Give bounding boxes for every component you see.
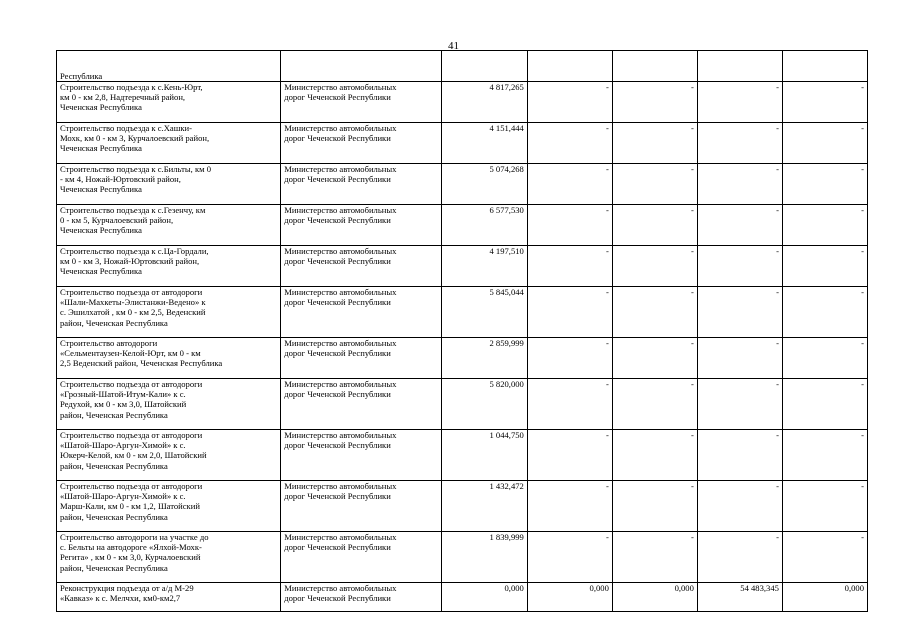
value-cell-2: - xyxy=(527,164,612,205)
responsible-organization xyxy=(281,532,441,583)
table-row xyxy=(57,123,868,164)
description-line: км 0 - км 2,8, Надтеречный район, xyxy=(60,92,186,103)
value-cell-2: - xyxy=(527,287,612,338)
organization-line: дорог Чеченской Республики xyxy=(284,297,391,308)
description-line: район, Чеченская Республика xyxy=(60,409,168,420)
value-cell-2: - xyxy=(527,379,612,430)
value-cell-3: - xyxy=(612,287,697,338)
value-cell-5: - xyxy=(782,430,867,481)
value-cell-4: - xyxy=(697,338,782,379)
responsible-organization xyxy=(281,246,441,287)
value-cell-1: 5 820,000 xyxy=(441,379,527,430)
value-cell-3: - xyxy=(612,338,697,379)
value-cell-2: - xyxy=(527,430,612,481)
organization-line: Министерство автомобильных xyxy=(284,532,397,542)
table-row xyxy=(57,287,868,338)
value-cell-5: - xyxy=(782,338,867,379)
value-cell-1: 4 151,444 xyxy=(441,123,527,164)
value-cell-5: - xyxy=(782,164,867,205)
description-line: Строительство подъезда от автодороги xyxy=(60,430,203,440)
table-row xyxy=(57,379,868,430)
value-cell-4: - xyxy=(697,164,782,205)
description-line: Строительство подъезда от автодороги xyxy=(60,287,203,297)
description-line: Чеченская Республика xyxy=(60,143,142,154)
project-description xyxy=(57,338,281,379)
description-line: Строительство подъезда к с.Хашки- xyxy=(60,123,192,133)
responsible-organization xyxy=(281,123,441,164)
value-cell-3: - xyxy=(612,481,697,532)
value-cell-3: - xyxy=(612,430,697,481)
value-cell-5: - xyxy=(782,532,867,583)
value-cell-2: - xyxy=(527,481,612,532)
description-line: Редухой, км 0 - км 3,0, Шатойский xyxy=(60,399,187,410)
table-row xyxy=(57,532,868,583)
organization-line: дорог Чеченской Республики xyxy=(284,542,391,553)
responsible-organization xyxy=(281,82,441,123)
description-line: «Грозный-Шатой-Итум-Кали» к с. xyxy=(60,389,186,400)
table-row xyxy=(57,430,868,481)
responsible-organization xyxy=(281,481,441,532)
table-row xyxy=(57,82,868,123)
value-cell-4: - xyxy=(697,205,782,246)
value-cell-1: 1 044,750 xyxy=(441,430,527,481)
responsible-organization xyxy=(281,338,441,379)
description-line: «Сельментаузен-Келой-Юрт, км 0 - км xyxy=(60,348,201,359)
value-cell-1: 2 859,999 xyxy=(441,338,527,379)
value-cell-1: 6 577,530 xyxy=(441,205,527,246)
description-line: с. Бельты на автодороге «Ялхой-Мохк- xyxy=(60,542,202,553)
value-cell-5: - xyxy=(782,481,867,532)
value-cell-4: - xyxy=(697,123,782,164)
organization-line: Министерство автомобильных xyxy=(284,583,397,593)
continuation-row xyxy=(57,51,868,82)
description-line: «Шатой-Шаро-Аргун-Химой» к с. xyxy=(60,491,186,502)
description-line: район, Чеченская Республика xyxy=(60,460,168,471)
project-description xyxy=(57,379,281,430)
project-description xyxy=(57,246,281,287)
value-cell-1: 1 432,472 xyxy=(441,481,527,532)
value-cell-2: - xyxy=(527,532,612,583)
project-description xyxy=(57,583,281,612)
value-cell-4: 54 483,345 xyxy=(697,583,782,612)
organization-line: Министерство автомобильных xyxy=(284,379,397,389)
responsible-organization xyxy=(281,287,441,338)
value-cell-5: - xyxy=(782,205,867,246)
value-cell-2: - xyxy=(527,82,612,123)
description-line: «Кавказ» к с. Мелчхи, км0-км2,7 xyxy=(60,593,181,604)
organization-line: Министерство автомобильных xyxy=(284,205,397,215)
description-line: Строительство автодороги на участке до xyxy=(60,532,209,542)
value-cell-1: 4 197,510 xyxy=(441,246,527,287)
description-line: район, Чеченская Республика xyxy=(60,511,168,522)
description-line: Регита» , км 0 - км 3,0, Курчалоевский xyxy=(60,552,201,563)
page-number: 41 xyxy=(448,40,459,52)
organization-line: дорог Чеченской Республики xyxy=(284,389,391,400)
organization-line: Министерство автомобильных xyxy=(284,246,397,256)
value-cell-1: 1 839,999 xyxy=(441,532,527,583)
project-description xyxy=(57,82,281,123)
organization-line: дорог Чеченской Республики xyxy=(284,215,391,226)
value-cell-5: 0,000 xyxy=(782,583,867,612)
organization-line: Министерство автомобильных xyxy=(284,82,397,92)
value-cell-2: - xyxy=(527,205,612,246)
table-row xyxy=(57,338,868,379)
description-line: район, Чеченская Республика xyxy=(60,562,168,573)
table-row xyxy=(57,205,868,246)
description-line: 0 - км 5, Курчалоевский район, xyxy=(60,215,174,226)
value-cell-4: - xyxy=(697,430,782,481)
description-line: Марш-Кали, км 0 - км 1,2, Шатойский xyxy=(60,501,200,512)
description-line: Чеченская Республика xyxy=(60,184,142,195)
value-cell-1: 5 074,268 xyxy=(441,164,527,205)
organization-line: дорог Чеченской Республики xyxy=(284,348,391,359)
description-line: - км 4, Ножай-Юртовский район, xyxy=(60,174,181,185)
organization-line: дорог Чеченской Республики xyxy=(284,133,391,144)
description-line: Строительство подъезда к с.Кень-Юрт, xyxy=(60,82,203,92)
value-cell-1: 4 817,265 xyxy=(441,82,527,123)
description-line: Строительство подъезда к с.Гезенчу, км xyxy=(60,205,206,215)
organization-line: Министерство автомобильных xyxy=(284,164,397,174)
value-cell-3: - xyxy=(612,246,697,287)
description-line: район, Чеченская Республика xyxy=(60,317,168,328)
organization-line: дорог Чеченской Республики xyxy=(284,256,391,267)
description-line: Реконструкция подъезда от а/д М-29 xyxy=(60,583,194,593)
value-cell-3: - xyxy=(612,164,697,205)
value-cell-1: 5 845,044 xyxy=(441,287,527,338)
organization-line: дорог Чеченской Республики xyxy=(284,92,391,103)
description-line: с. Эшилхатой , км 0 - км 2,5, Веденский xyxy=(60,307,206,318)
project-description xyxy=(57,164,281,205)
description-line: Чеченская Республика xyxy=(60,266,142,277)
table-row xyxy=(57,164,868,205)
value-cell-3: - xyxy=(612,82,697,123)
organization-line: дорог Чеченской Республики xyxy=(284,593,391,604)
project-description xyxy=(57,532,281,583)
responsible-organization xyxy=(281,583,441,612)
description-line: Строительство автодороги xyxy=(60,338,158,348)
value-cell-4: - xyxy=(697,481,782,532)
organization-line: Министерство автомобильных xyxy=(284,287,397,297)
budget-table xyxy=(56,50,868,612)
description-line: Строительство подъезда от автодороги xyxy=(60,379,203,389)
description-line: Чеченская Республика xyxy=(60,225,142,236)
description-line: 2,5 Веденский район, Чеченская Республика xyxy=(60,358,223,369)
value-cell-3: - xyxy=(612,532,697,583)
value-cell-3: - xyxy=(612,205,697,246)
value-cell-1: 0,000 xyxy=(441,583,527,612)
project-description xyxy=(57,481,281,532)
value-cell-5: - xyxy=(782,287,867,338)
value-cell-5: - xyxy=(782,379,867,430)
value-cell-4: - xyxy=(697,246,782,287)
project-description xyxy=(57,123,281,164)
responsible-organization xyxy=(281,379,441,430)
project-description xyxy=(57,287,281,338)
project-description xyxy=(57,205,281,246)
continuation-text: Республика xyxy=(57,51,281,82)
organization-line: Министерство автомобильных xyxy=(284,123,397,133)
value-cell-4: - xyxy=(697,287,782,338)
organization-line: дорог Чеченской Республики xyxy=(284,440,391,451)
description-line: Юкерч-Келой, км 0 - км 2,0, Шатойский xyxy=(60,450,207,461)
organization-line: Министерство автомобильных xyxy=(284,481,397,491)
table-row xyxy=(57,481,868,532)
organization-line: дорог Чеченской Республики xyxy=(284,174,391,185)
description-line: «Шали-Махкеты-Элистанжи-Ведено» к xyxy=(60,297,206,308)
responsible-organization xyxy=(281,430,441,481)
value-cell-4: - xyxy=(697,532,782,583)
project-description xyxy=(57,430,281,481)
description-line: Строительство подъезда к с.Ца-Гордали, xyxy=(60,246,209,256)
responsible-organization xyxy=(281,164,441,205)
description-line: Мохк, км 0 - км 3, Курчалоевский район, xyxy=(60,133,210,144)
value-cell-3: - xyxy=(612,379,697,430)
responsible-organization xyxy=(281,205,441,246)
value-cell-2: - xyxy=(527,123,612,164)
organization-line: Министерство автомобильных xyxy=(284,338,397,348)
value-cell-2: - xyxy=(527,338,612,379)
organization-line: дорог Чеченской Республики xyxy=(284,491,391,502)
description-line: «Шатой-Шаро-Аргун-Химой» к с. xyxy=(60,440,186,451)
description-line: км 0 - км 3, Ножай-Юртовский район, xyxy=(60,256,200,267)
value-cell-3: 0,000 xyxy=(612,583,697,612)
organization-line: Министерство автомобильных xyxy=(284,430,397,440)
value-cell-4: - xyxy=(697,379,782,430)
table-row xyxy=(57,583,868,612)
value-cell-4: - xyxy=(697,82,782,123)
value-cell-5: - xyxy=(782,123,867,164)
value-cell-2: - xyxy=(527,246,612,287)
description-line: Строительство подъезда к с.Бильты, км 0 xyxy=(60,164,212,174)
value-cell-5: - xyxy=(782,246,867,287)
value-cell-5: - xyxy=(782,82,867,123)
description-line: Чеченская Республика xyxy=(60,102,142,113)
value-cell-2: 0,000 xyxy=(527,583,612,612)
description-line: Строительство подъезда от автодороги xyxy=(60,481,203,491)
value-cell-3: - xyxy=(612,123,697,164)
table-row xyxy=(57,246,868,287)
